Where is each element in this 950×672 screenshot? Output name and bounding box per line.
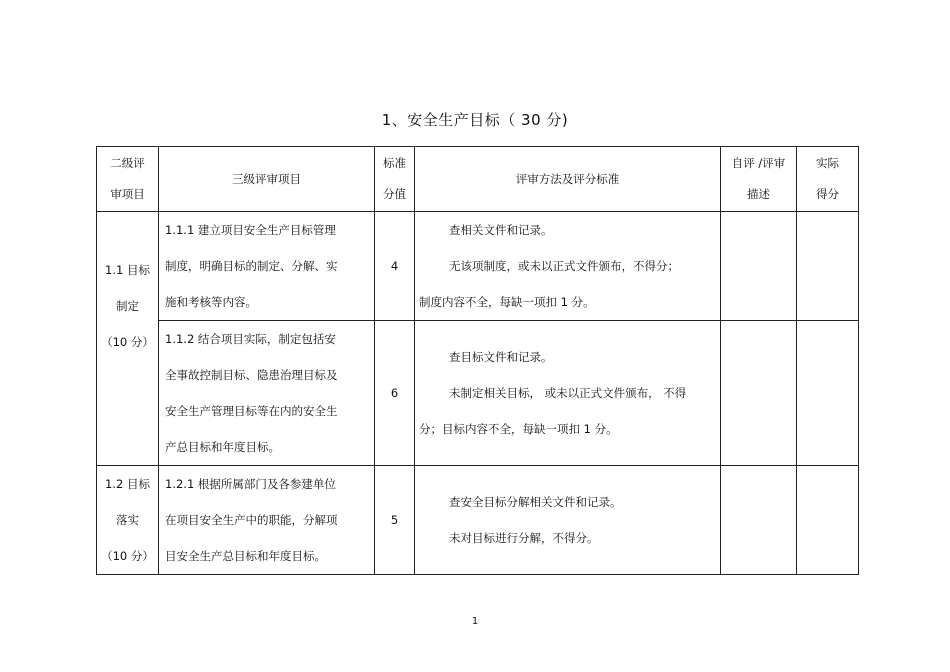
actual-score-cell bbox=[797, 212, 859, 321]
method-cell: 查安全目标分解相关文件和记录。 未对目标进行分解，不得分。 bbox=[415, 466, 721, 575]
evaluation-table bbox=[96, 146, 859, 575]
header-row bbox=[97, 147, 859, 212]
section-title: 1、安全生产目标（ 30 分) bbox=[381, 111, 569, 129]
group-label-cell: 1.1 目标 制定 （10 分） bbox=[97, 212, 159, 466]
score-cell: 6 bbox=[375, 321, 415, 466]
table-row bbox=[97, 321, 859, 466]
item-text-cell: 1.1.2 结合项目实际，制定包括安 全事故控制目标、隐患治理目标及 安全生产管理目标等在内的安全生 产总目标和年度目标。 bbox=[159, 321, 375, 466]
item-text-cell: 1.1.1 建立项目安全生产目标管理 制度，明确目标的制定、分解、实 施和考核等内容。 bbox=[159, 212, 375, 321]
header-cell-level2: 二级评 审项目 bbox=[97, 147, 159, 212]
group-label-cell: 1.2 目标 落实 （10 分） bbox=[97, 466, 159, 575]
header-cell-level3: 三级评审项目 bbox=[159, 147, 375, 212]
self-eval-cell bbox=[721, 321, 797, 466]
table-row bbox=[97, 212, 859, 321]
method-cell: 查相关文件和记录。 无该项制度，或未以正式文件颁布，不得分； 制度内容不全，每缺一项扣 1 分。 bbox=[415, 212, 721, 321]
header-cell-score: 标准 分值 bbox=[375, 147, 415, 212]
self-eval-cell bbox=[721, 212, 797, 321]
self-eval-cell bbox=[721, 466, 797, 575]
actual-score-cell bbox=[797, 321, 859, 466]
actual-score-cell bbox=[797, 466, 859, 575]
table-row bbox=[97, 466, 859, 575]
page-number: 1 bbox=[471, 616, 479, 627]
header-cell-actual: 实际 得分 bbox=[797, 147, 859, 212]
item-text-cell: 1.2.1 根据所属部门及各参建单位 在项目安全生产中的职能，分解项 目安全生产总目标和年度目标。 bbox=[159, 466, 375, 575]
score-cell: 5 bbox=[375, 466, 415, 575]
header-cell-method: 评审方法及评分标准 bbox=[415, 147, 721, 212]
score-cell: 4 bbox=[375, 212, 415, 321]
method-cell: 查目标文件和记录。 未制定相关目标， 或未以正式文件颁布， 不得 分；目标内容不全，每缺一项扣 1 分。 bbox=[415, 321, 721, 466]
header-cell-self-eval: 自评 /评审 描述 bbox=[721, 147, 797, 212]
